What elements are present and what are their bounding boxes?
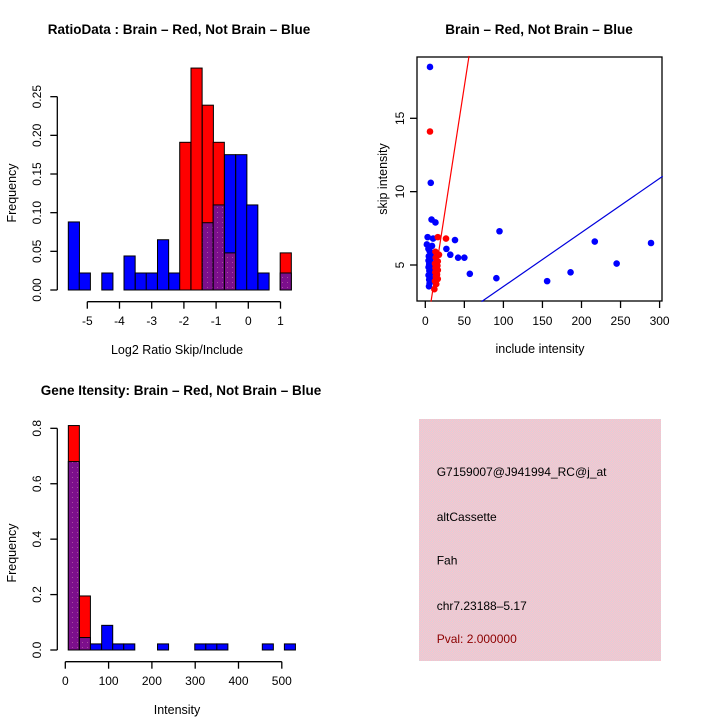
hist-bar-blue [262, 644, 273, 650]
x-tick-label: 100 [493, 314, 514, 328]
hist-bar-blue [90, 644, 101, 650]
x-tick-label: -2 [178, 314, 190, 328]
not-brain-fit-line [482, 176, 663, 301]
y-tick-label: 0.6 [30, 475, 44, 493]
scatter-panel [376, 22, 670, 356]
hist-bar-blue [157, 240, 168, 290]
hist-bar-overlap [224, 253, 235, 290]
y-tick-label: 0.4 [30, 530, 44, 548]
hist-bar-blue [68, 222, 79, 290]
hist-bar-overlap [213, 205, 224, 290]
hist-bar-blue [102, 273, 113, 290]
x-tick-label: 250 [610, 314, 631, 328]
y-tick-label: 0.8 [30, 419, 44, 437]
hist-bar-blue [206, 644, 217, 650]
y-tick-label: 0.0 [30, 641, 44, 659]
ratio-histogram-panel [5, 22, 311, 357]
hist-bar-blue [124, 644, 135, 650]
scatter-xlabel: include intensity [495, 342, 585, 356]
x-tick-label: -3 [146, 314, 158, 328]
y-tick-label: 15 [393, 111, 407, 125]
gene-histogram-panel [5, 383, 322, 717]
not-brain-point [591, 238, 598, 245]
brain-point [431, 286, 438, 293]
x-tick-label: 1 [277, 314, 284, 328]
hist-bar-overlap [79, 638, 90, 650]
x-tick-label: 200 [571, 314, 592, 328]
brain-point [443, 235, 450, 242]
not-brain-point [432, 219, 439, 226]
scatter-plot-area [393, 56, 670, 328]
hist-bar-blue [217, 644, 228, 650]
not-brain-point [455, 254, 462, 261]
hist-bar-overlap [68, 462, 79, 650]
hist-bar-overlap [202, 223, 213, 290]
y-tick-label: 0.20 [30, 123, 44, 148]
hist-bar-blue [284, 644, 295, 650]
not-brain-point [452, 237, 459, 244]
x-tick-label: -1 [210, 314, 222, 328]
y-tick-label: 0.05 [30, 239, 44, 264]
hist-bar-red [180, 142, 191, 290]
y-tick-label: 5 [393, 261, 407, 269]
x-tick-label: 100 [98, 674, 119, 688]
x-tick-label: -5 [81, 314, 93, 328]
hist-bar-overlap [280, 273, 291, 290]
ratio-histogram-plot-area [30, 68, 291, 328]
not-brain-point [447, 251, 454, 258]
hist-bar-blue [247, 205, 258, 290]
info-line-pval: Pval: 2.000000 [436, 632, 517, 646]
gene-histogram-plot-area [30, 420, 295, 688]
not-brain-point [467, 271, 474, 278]
hist-bar-blue [135, 273, 146, 290]
not-brain-point [648, 240, 655, 247]
hist-bar-blue [158, 644, 169, 650]
x-tick-label: 200 [141, 674, 162, 688]
hist-bar-blue [124, 256, 135, 290]
ratio-histogram-title: RatioData : Brain – Red, Not Brain – Blue [47, 22, 311, 37]
hist-bar-blue [258, 273, 269, 290]
x-tick-label: 50 [457, 314, 472, 328]
gene-histogram-xlabel: Intensity [153, 703, 201, 717]
not-brain-point [493, 275, 500, 282]
scatter-title: Brain – Red, Not Brain – Blue [445, 22, 633, 37]
not-brain-point [496, 228, 503, 235]
info-panel-background [419, 419, 661, 661]
not-brain-point [613, 260, 620, 267]
y-tick-label: 0.25 [30, 84, 44, 109]
y-tick-label: 0.10 [30, 200, 44, 225]
x-tick-label: -4 [114, 314, 125, 328]
y-tick-label: 10 [393, 184, 407, 199]
brain-point [434, 234, 441, 241]
not-brain-point [567, 269, 574, 276]
hist-bar-blue [236, 155, 247, 290]
hist-bar-blue [195, 644, 206, 650]
not-brain-point [443, 246, 450, 253]
info-line-event-type: altCassette [436, 510, 497, 524]
not-brain-point [544, 278, 551, 285]
not-brain-point [461, 254, 468, 261]
x-tick-label: 400 [228, 674, 249, 688]
x-tick-label: 150 [532, 314, 553, 328]
hist-bar-blue [113, 644, 124, 650]
not-brain-point [427, 64, 434, 71]
ratio-histogram-xlabel: Log2 Ratio Skip/Include [110, 343, 244, 357]
hist-bar-blue [146, 273, 157, 290]
info-line-gene-name: Fah [436, 553, 458, 568]
info-line-locus: chr7.23188–5.17 [436, 599, 527, 613]
x-tick-label: 0 [61, 674, 69, 688]
x-tick-label: 0 [244, 314, 252, 328]
y-tick-label: 0.15 [30, 162, 44, 186]
y-tick-label: 0.00 [30, 278, 44, 302]
info-panel [419, 419, 661, 661]
ratio-histogram-ylabel: Frequency [5, 163, 19, 223]
hist-bar-blue [169, 273, 180, 290]
x-tick-label: 300 [185, 674, 206, 688]
scatter-ylabel: skip intensity [376, 143, 390, 215]
brain-point [427, 128, 434, 135]
y-tick-label: 0.2 [30, 586, 44, 603]
hist-bar-blue [102, 625, 113, 650]
x-tick-label: 0 [421, 314, 429, 328]
gene-histogram-ylabel: Frequency [5, 523, 19, 583]
x-tick-label: 500 [271, 674, 292, 688]
hist-bar-red [191, 68, 202, 290]
x-tick-label: 300 [649, 314, 670, 328]
info-line-probe-id: G7159007@J941994_RC@j_at [436, 465, 607, 479]
not-brain-point [427, 180, 434, 187]
gene-histogram-title: Gene Itensity: Brain – Red, Not Brain – Blue [40, 383, 322, 398]
plot-box [417, 57, 662, 301]
hist-bar-blue [79, 273, 90, 290]
